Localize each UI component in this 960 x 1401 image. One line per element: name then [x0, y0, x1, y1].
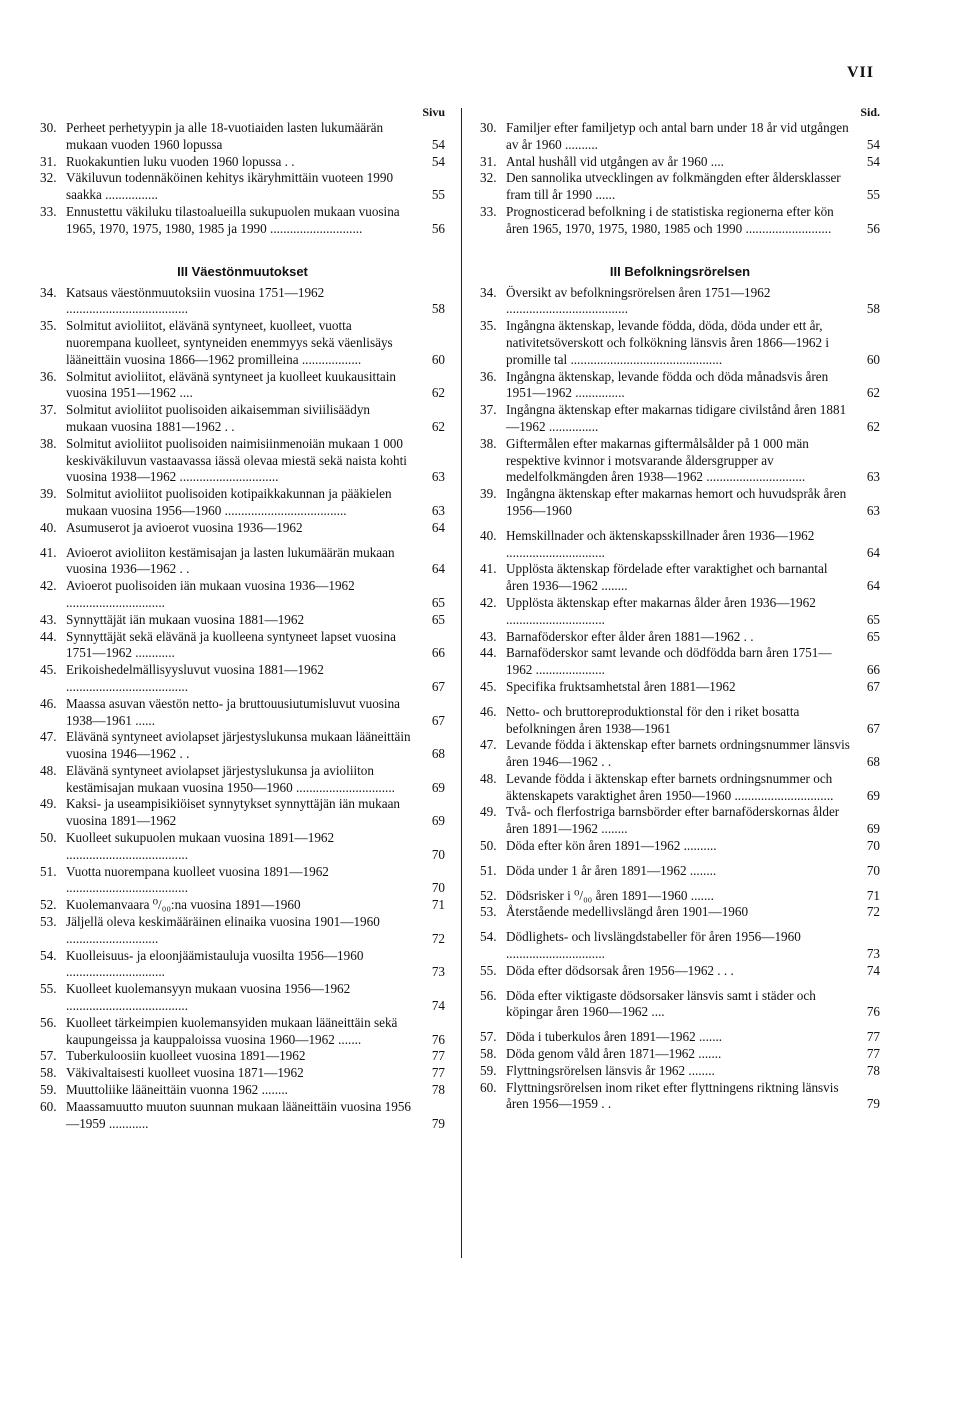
toc-entry	[480, 737, 880, 771]
toc-entry	[40, 204, 445, 238]
toc-entry	[40, 1065, 445, 1082]
entry-title: Solmitut avioliitot puolisoiden aikaisemman siviilisäädyn mukaan vuosina 1881—1962 . .	[66, 402, 371, 434]
toc-entry	[480, 929, 880, 963]
entry-title: Den sannolika utvecklingen av folkmängden efter åldersklasser fram till år 1990 ......	[506, 170, 841, 203]
toc-entry	[40, 1099, 445, 1133]
toc-entry	[480, 154, 880, 171]
entry-page: 74	[866, 962, 880, 978]
entry-number: 51.	[40, 863, 57, 879]
entry-title: Kuolleet sukupuolen mukaan vuosina 1891—1962 .....................................	[66, 830, 335, 862]
entry-number: 35.	[480, 318, 497, 334]
entry-title: Perheet perhetyypin ja alle 18-vuotiaiden lasten lukumäärän mukaan vuoden 1960 lopussa	[66, 120, 384, 152]
toc-entry	[40, 369, 445, 403]
toc-entry	[40, 486, 445, 520]
toc-entry	[480, 1046, 880, 1063]
entry-number: 39.	[480, 486, 497, 502]
entry-page: 67	[866, 678, 880, 694]
toc-entry	[40, 402, 445, 436]
entry-number: 37.	[40, 402, 57, 418]
entry-number: 33.	[480, 203, 497, 219]
toc-entry	[480, 120, 880, 154]
toc-entry	[480, 595, 880, 629]
entry-title: Jäljellä oleva keskimääräinen elinaika vuosina 1901—1960 ............................	[66, 914, 380, 946]
entry-page: 70	[431, 880, 445, 896]
entry-number: 42.	[40, 578, 57, 594]
toc-entry	[40, 662, 445, 696]
entry-page: 60	[866, 351, 880, 367]
toc-entry	[480, 318, 880, 368]
toc-entry	[40, 914, 445, 948]
entry-page: 70	[866, 862, 880, 878]
entry-title: Giftermålen efter makarnas giftermålsålder på 1 000 män respektive kvinnor i motsvarande åldersgrupper av medelfolkmängden åren 1938—1962 ..............................	[506, 435, 809, 485]
entry-number: 44.	[480, 645, 497, 661]
page-column-label: Sivu	[422, 105, 445, 119]
toc-entry	[480, 1063, 880, 1080]
entry-page: 74	[431, 998, 445, 1014]
entry-page: 77	[431, 1048, 445, 1064]
entry-title: Ingångna äktenskap efter makarnas tidigare civilstånd åren 1881—1962 ...............	[506, 402, 847, 434]
entry-number: 57.	[40, 1048, 57, 1064]
entry-title: Netto- och bruttoreproduktionstal för den i riket bosatta befolkningen åren 1938—1961	[506, 703, 800, 736]
entry-title: Maassamuutto muuton suunnan mukaan lääneittäin vuosina 1956—1959 ............	[66, 1098, 412, 1131]
entry-title: Döda efter kön åren 1891—1962 ..........	[506, 838, 717, 854]
entry-title: Döda efter viktigaste dödsorsaker länsvis samt i städer och köpingar åren 1960—1962 ....	[506, 987, 816, 1020]
entry-page: 77	[431, 1065, 445, 1081]
toc-entry	[480, 963, 880, 980]
toc-entry	[40, 285, 445, 319]
entry-title: Flyttningsrörelsen inom riket efter flyttningens riktning länsvis åren 1956—1959 . .	[506, 1079, 839, 1112]
entry-title: Kuolemanvaara ⁰/₀₀:na vuosina 1891—1960	[66, 897, 301, 913]
entry-page: 65	[431, 611, 445, 627]
entry-title: Elävänä syntyneet aviolapset järjestyslukunsa ja avioliiton kestämisajan mukaan vuosina 1950—1960 ..............................	[66, 762, 395, 795]
toc-entry	[480, 1080, 880, 1114]
toc-entry	[480, 863, 880, 880]
toc-list	[480, 285, 880, 1114]
entry-number: 57.	[480, 1029, 497, 1045]
entry-page: 56	[866, 220, 880, 236]
entry-number: 58.	[40, 1065, 57, 1081]
entry-title: Solmitut avioliitot, elävänä syntyneet, kuolleet, vuotta nuorempana kuolleet, syntyneiden enemmyys sekä väenlisäys lääneittäin vuosina 1866—1962 promilleina ..................	[66, 318, 393, 367]
toc-entry	[480, 369, 880, 403]
toc-entry	[40, 897, 445, 914]
entry-title: Flyttningsrörelsen länsvis år 1962 ........	[506, 1062, 715, 1078]
toc-entry	[480, 170, 880, 204]
entry-page: 64	[431, 519, 445, 535]
entry-number: 34.	[40, 284, 57, 300]
toc-entry	[480, 204, 880, 238]
entry-title: Levande födda i äktenskap efter barnets ordningsnummer länsvis åren 1946—1962 . .	[506, 737, 850, 770]
entry-page: 78	[431, 1082, 445, 1098]
toc-entry	[480, 838, 880, 855]
entry-page: 54	[866, 153, 880, 169]
entry-number: 56.	[480, 987, 497, 1003]
entry-number: 30.	[480, 120, 497, 135]
entry-number: 48.	[480, 770, 497, 786]
entry-number: 41.	[40, 544, 57, 560]
entry-page: 78	[866, 1062, 880, 1078]
entry-title: Kuolleet tärkeimpien kuolemansyiden mukaan lääneittäin sekä kaupungeissa ja kauppaloissa vuosina 1960—1962 .......	[66, 1014, 398, 1047]
entry-number: 43.	[480, 628, 497, 644]
entry-number: 32.	[40, 170, 57, 186]
entry-page: 68	[866, 754, 880, 770]
entry-title: Vuotta nuorempana kuolleet vuosina 1891—1962 .....................................	[66, 863, 329, 896]
entry-title: Hemskillnader och äktenskapsskillnader åren 1936—1962 ..............................	[506, 527, 815, 560]
toc-entry	[40, 120, 445, 154]
entry-number: 43.	[40, 611, 57, 627]
toc-entry	[480, 561, 880, 595]
toc-entry	[40, 763, 445, 797]
entry-number: 60.	[480, 1079, 497, 1095]
entry-page: 70	[431, 846, 445, 862]
entry-page: 60	[431, 351, 445, 367]
entry-page: 69	[431, 813, 445, 829]
toc-entry	[480, 486, 880, 520]
entry-title: Kuolleet kuolemansyyn mukaan vuosina 1956—1962 .....................................	[66, 981, 351, 1014]
entry-title: Erikoishedelmällisyysluvut vuosina 1881—1962 .....................................	[66, 662, 324, 694]
toc-entry	[480, 629, 880, 646]
page-column-label: Sid.	[860, 105, 880, 119]
entry-number: 54.	[40, 947, 57, 963]
entry-number: 51.	[480, 862, 497, 878]
entry-number: 50.	[40, 830, 57, 846]
entry-title: Dödsrisker i ⁰/₀₀ åren 1891—1960 .......	[506, 887, 714, 903]
entry-title: Barnaföderskor samt levande och dödfödda barn åren 1751—1962 .....................	[506, 645, 832, 678]
entry-number: 47.	[40, 729, 57, 745]
left-column-finnish	[40, 104, 445, 1132]
toc-entry	[40, 154, 445, 171]
entry-title: Elävänä syntyneet aviolapset järjestyslukunsa mukaan lääneittäin vuosina 1946—1962 . .	[66, 729, 411, 762]
toc-entry	[40, 578, 445, 612]
entry-title: Synnyttäjät iän mukaan vuosina 1881—1962	[66, 611, 305, 627]
toc-entry	[480, 528, 880, 562]
toc-entry	[480, 888, 880, 905]
entry-number: 32.	[480, 170, 497, 186]
toc-entry	[40, 981, 445, 1015]
entry-title: Kaksi- ja useampisikiöiset synnytykset synnyttäjän iän mukaan vuosina 1891—1962	[66, 796, 401, 829]
entry-page: 70	[866, 838, 880, 854]
entry-page: 69	[866, 821, 880, 837]
entry-page: 72	[431, 930, 445, 946]
entry-title: Ingångna äktenskap efter makarnas hemort och huvudspråk åren 1956—1960	[506, 486, 847, 518]
toc-entry	[480, 645, 880, 679]
section-heading: III Väestönmuutokset	[177, 263, 308, 279]
entry-number: 46.	[480, 703, 497, 719]
entry-number: 47.	[480, 737, 497, 753]
entry-title: Ennustettu väkiluku tilastoalueilla sukupuolen mukaan vuosina 1965, 1970, 1975, 1980, 1985 ja 1990 ............................	[66, 203, 400, 236]
entry-title: Asumuserot ja avioerot vuosina 1936—1962	[66, 519, 303, 535]
entry-page: 55	[431, 187, 445, 203]
entry-title: Upplösta äktenskap efter makarnas ålder åren 1936—1962 ..............................	[506, 594, 816, 627]
toc-entry	[40, 629, 445, 663]
entry-title: Ruokakuntien luku vuoden 1960 lopussa . .	[66, 153, 295, 169]
toc-entry	[40, 1048, 445, 1065]
entry-title: Upplösta äktenskap fördelade efter varaktighet och barnantal åren 1936—1962 ........	[506, 561, 828, 594]
entry-page: 69	[866, 787, 880, 803]
entry-page: 67	[431, 712, 445, 728]
toc-entry	[40, 318, 445, 368]
entry-number: 42.	[480, 594, 497, 610]
entry-number: 52.	[40, 897, 57, 913]
entry-page: 71	[431, 897, 445, 913]
toc-entry	[40, 729, 445, 763]
entry-page: 79	[431, 1115, 445, 1131]
entry-number: 58.	[480, 1046, 497, 1062]
entry-title: Ingångna äktenskap, levande födda och döda månadsvis åren 1951—1962 ...............	[506, 368, 829, 401]
toc-entry	[40, 170, 445, 204]
toc-entry	[480, 904, 880, 921]
entry-page: 66	[866, 662, 880, 678]
toc-list-top	[40, 120, 445, 238]
entry-page: 62	[431, 418, 445, 434]
entry-number: 44.	[40, 628, 57, 644]
entry-page: 77	[866, 1029, 880, 1045]
toc-entry	[480, 704, 880, 738]
entry-page: 72	[866, 904, 880, 920]
entry-title: Prognosticerad befolkning i de statistiska regionerna efter kön åren 1965, 1970, 1975, 1980, 1985 och 1990 ..........................	[506, 203, 834, 236]
entry-page: 55	[866, 187, 880, 203]
entry-title: Solmitut avioliitot, elävänä syntyneet ja kuolleet kuukausittain vuosina 1951—1962 ....	[66, 368, 396, 401]
entry-number: 31.	[480, 153, 497, 169]
entry-page: 73	[431, 964, 445, 980]
entry-page: 56	[431, 220, 445, 236]
toc-entry	[480, 804, 880, 838]
entry-number: 39.	[40, 486, 57, 502]
entry-page: 76	[431, 1031, 445, 1047]
entry-title: Väkiluvun todennäköinen kehitys ikäryhmittäin vuoteen 1990 saakka ................	[66, 170, 394, 203]
entry-title: Tuberkuloosiin kuolleet vuosina 1891—1962	[66, 1048, 306, 1064]
toc-entry	[480, 679, 880, 696]
entry-page: 67	[866, 720, 880, 736]
entry-number: 60.	[40, 1098, 57, 1114]
toc-entry	[480, 1029, 880, 1046]
entry-number: 37.	[480, 402, 497, 418]
entry-page: 64	[431, 561, 445, 577]
entry-page: 62	[866, 418, 880, 434]
entry-title: Avioerot avioliiton kestämisajan ja lasten lukumäärän mukaan vuosina 1936—1962 . .	[66, 544, 395, 577]
toc-entry	[480, 285, 880, 319]
entry-number: 34.	[480, 284, 497, 300]
entry-title: Solmitut avioliitot puolisoiden kotipaikkakunnan ja pääkielen mukaan vuosina 1956—1960 .....................................	[66, 486, 392, 518]
entry-number: 40.	[480, 527, 497, 543]
entry-title: Översikt av befolkningsrörelsen åren 1751—1962 .....................................	[506, 284, 771, 317]
toc-entry	[40, 612, 445, 629]
entry-number: 38.	[40, 435, 57, 451]
entry-page: 67	[431, 678, 445, 694]
entry-number: 40.	[40, 519, 57, 535]
entry-number: 49.	[40, 796, 57, 812]
toc-entry	[40, 436, 445, 486]
toc-entry	[480, 402, 880, 436]
entry-title: Döda under 1 år åren 1891—1962 ........	[506, 862, 717, 878]
entry-number: 30.	[40, 120, 57, 135]
entry-number: 55.	[480, 962, 497, 978]
entry-page: 66	[431, 645, 445, 661]
entry-title: Synnyttäjät sekä elävänä ja kuolleena syntyneet lapset vuosina 1751—1962 ............	[66, 628, 396, 661]
entry-number: 50.	[480, 838, 497, 854]
toc-entry	[40, 545, 445, 579]
page-number: VII	[846, 64, 874, 81]
entry-number: 36.	[480, 368, 497, 384]
entry-number: 56.	[40, 1014, 57, 1030]
toc-entry	[40, 864, 445, 898]
toc-entry	[40, 1082, 445, 1099]
entry-page: 65	[866, 611, 880, 627]
entry-title: Dödlighets- och livslängdstabeller för åren 1956—1960 ..............................	[506, 929, 801, 962]
entry-title: Familjer efter familjetyp och antal barn under 18 år vid utgången av år 1960 ..........	[506, 120, 849, 152]
entry-number: 38.	[480, 435, 497, 451]
entry-number: 35.	[40, 318, 57, 334]
column-divider	[461, 108, 462, 1258]
entry-number: 46.	[40, 695, 57, 711]
entry-number: 49.	[480, 804, 497, 820]
toc-entry	[40, 830, 445, 864]
entry-number: 53.	[480, 904, 497, 920]
entry-title: Två- och flerfostriga barnsbörder efter barnaföderskornas ålder åren 1891—1962 ........	[506, 804, 840, 837]
entry-page: 64	[866, 544, 880, 560]
entry-page: 62	[431, 385, 445, 401]
entry-title: Levande födda i äktenskap efter barnets ordningsnummer och äktenskapets varaktighet åren 1950—1960 ..............................	[506, 770, 834, 803]
entry-number: 48.	[40, 762, 57, 778]
toc-entry	[480, 771, 880, 805]
entry-title: Solmitut avioliitot puolisoiden naimisiinmenoiän mukaan 1 000 keskiväkiluvun vastaavassa iässä olevaa miestä sekä naista kohti vuosina 1938—1962 ..............................	[66, 435, 407, 485]
entry-page: 58	[866, 301, 880, 317]
entry-number: 36.	[40, 368, 57, 384]
entry-page: 63	[431, 469, 445, 485]
toc-entry	[480, 436, 880, 486]
entry-title: Barnaföderskor efter ålder åren 1881—1962 . .	[506, 628, 754, 644]
entry-title: Återstående medellivslängd åren 1901—1960	[506, 904, 749, 920]
entry-page: 54	[866, 136, 880, 152]
entry-number: 33.	[40, 203, 57, 219]
entry-number: 41.	[480, 561, 497, 577]
entry-page: 69	[431, 779, 445, 795]
entry-title: Döda i tuberkulos åren 1891—1962 .......	[506, 1029, 723, 1045]
entry-page: 63	[866, 502, 880, 518]
entry-page: 65	[866, 628, 880, 644]
entry-page: 76	[866, 1004, 880, 1020]
entry-title: Döda efter dödsorsak åren 1956—1962 . . .	[506, 962, 734, 978]
entry-number: 59.	[480, 1062, 497, 1078]
entry-title: Maassa asuvan väestön netto- ja bruttouusiutumisluvut vuosina 1938—1961 ......	[66, 695, 401, 728]
entry-title: Kuolleisuus- ja eloonjäämistauluja vuosilta 1956—1960 ..............................	[66, 947, 364, 980]
toc-entry	[40, 696, 445, 730]
entry-page: 77	[866, 1046, 880, 1062]
section-heading: III Befolkningsrörelsen	[609, 263, 751, 279]
entry-page: 54	[431, 136, 445, 152]
entry-page: 64	[866, 578, 880, 594]
entry-page: 58	[431, 301, 445, 317]
entry-page: 63	[866, 469, 880, 485]
entry-page: 68	[431, 746, 445, 762]
toc-entry	[40, 948, 445, 982]
entry-title: Muuttoliike lääneittäin vuonna 1962 ........	[66, 1082, 288, 1098]
toc-list	[40, 285, 445, 1133]
entry-page: 54	[431, 153, 445, 169]
entry-page: 73	[866, 946, 880, 962]
entry-number: 54.	[480, 929, 497, 945]
entry-page: 65	[431, 594, 445, 610]
entry-page: 63	[431, 502, 445, 518]
entry-title: Katsaus väestönmuutoksiin vuosina 1751—1962 .....................................	[66, 284, 325, 317]
entry-number: 45.	[40, 662, 57, 678]
entry-title: Döda genom våld åren 1871—1962 .......	[506, 1046, 722, 1062]
toc-entry	[40, 1015, 445, 1049]
entry-number: 55.	[40, 981, 57, 997]
entry-number: 59.	[40, 1082, 57, 1098]
entry-number: 52.	[480, 887, 497, 903]
toc-entry	[40, 796, 445, 830]
entry-number: 53.	[40, 914, 57, 930]
entry-page: 79	[866, 1096, 880, 1112]
entry-title: Ingångna äktenskap, levande födda, döda, döda under ett år, nativitetsöverskott och folkökning länsvis åren 1866—1962 i promille tal ..............................................	[506, 318, 830, 367]
entry-title: Antal hushåll vid utgången av år 1960 ....	[506, 153, 724, 169]
toc-entry	[40, 520, 445, 537]
entry-number: 31.	[40, 153, 57, 169]
entry-title: Specifika fruktsamhetstal åren 1881—1962	[506, 678, 736, 694]
entry-title: Väkivaltaisesti kuolleet vuosina 1871—1962	[66, 1065, 304, 1081]
entry-page: 62	[866, 385, 880, 401]
toc-entry	[480, 988, 880, 1022]
entry-number: 45.	[480, 678, 497, 694]
entry-title: Avioerot puolisoiden iän mukaan vuosina 1936—1962 ..............................	[66, 578, 355, 610]
toc-list-top	[480, 120, 880, 238]
entry-page: 71	[866, 887, 880, 903]
right-column-swedish	[480, 104, 880, 1113]
